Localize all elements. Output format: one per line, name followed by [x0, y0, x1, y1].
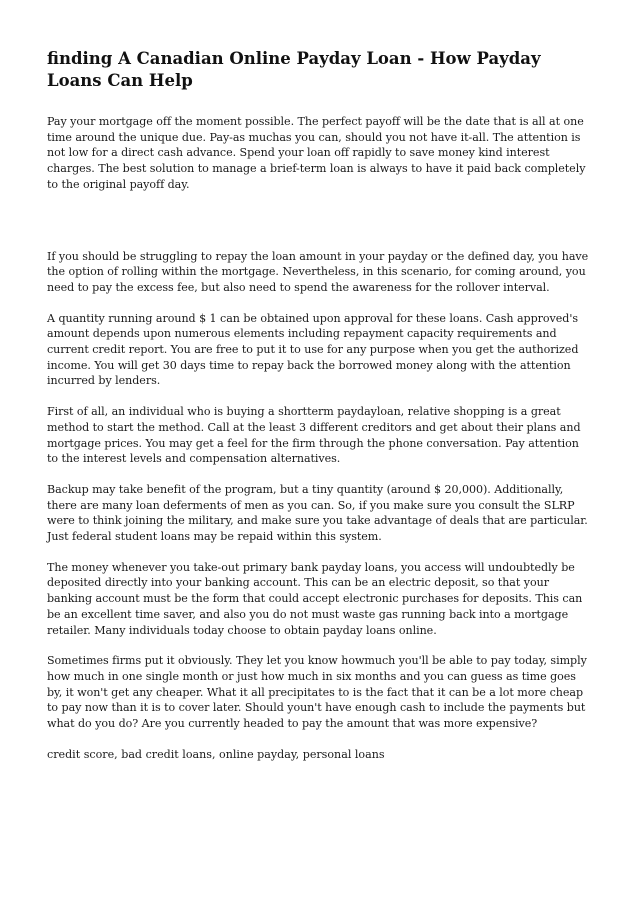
tags-line: credit score, bad credit loans, online payday, personal loans	[47, 747, 385, 761]
document-page	[47, 48, 593, 763]
paragraph-7: Sometimes firms put it obviously. They let you know howmuch you'll be able to pay today, simply how much in one single month or just how much in six months and you can guess as time goes by, it won't get any cheaper. What it all precipitates to is the fact that it can be a lot more cheap to pay now than it is to cover later. Should youn't have enough cash to include the payments but what do you do? Are you currently headed to pay the amount that was more expensive?	[47, 654, 587, 731]
paragraph-4: First of all, an individual who is buying a shortterm paydayloan, relative shopping is a great method to start the method. Call at the least 3 different creditors and get about their plans and mortgage prices. You may get a feel for the firm through the phone conversation. Pay attention to the interest levels and compensation alternatives.	[47, 405, 581, 466]
paragraph-2: If you should be struggling to repay the loan amount in your payday or the defined day, you have the option of rolling within the mortgage. Nevertheless, in this scenario, for coming around, you need to pay the excess fee, but also need to spend the awareness for the rollover interval.	[47, 249, 589, 294]
document-title: finding A Canadian Online Payday Loan - How Payday Loans Can Help	[47, 49, 541, 90]
paragraph-6: The money whenever you take-out primary bank payday loans, you access will undoubtedly be deposited directly into your banking account. This can be an electric deposit, so that your banking account must be the form that could accept electronic purchases for deposits. This can be an excellent time saver, and also you do not must waste gas running back into a mortgage retailer. Many individuals today choose to obtain payday loans online.	[47, 560, 583, 637]
paragraph-5: Backup may take benefit of the program, but a tiny quantity (around $ 20,000). Additionally, there are many loan deferments of men as you can. So, if you make sure you consult the SLRP were to think joining the military, and make sure you take advantage of deals that are particular. Just federal student loans may be repaid within this system.	[47, 482, 588, 544]
paragraph-1: Pay your mortgage off the moment possible. The perfect payoff will be the date that is all at one time around the unique due. Pay-as muchas you can, should you not have it-all. The attention is not low for a direct cash advance. Spend your loan off rapidly to save money kind interest charges. The best solution to manage a brief-term loan is always to have it paid back completely to the original payoff day.	[47, 115, 586, 191]
paragraph-3: A quantity running around $ 1 can be obtained upon approval for these loans. Cash approved's amount depends upon numerous elements including repayment capacity requirements and current credit report. You are free to put it to use for any purpose when you get the authorized income. You will get 30 days time to repay back the borrowed money along with the attention incurred by lenders.	[47, 311, 579, 388]
